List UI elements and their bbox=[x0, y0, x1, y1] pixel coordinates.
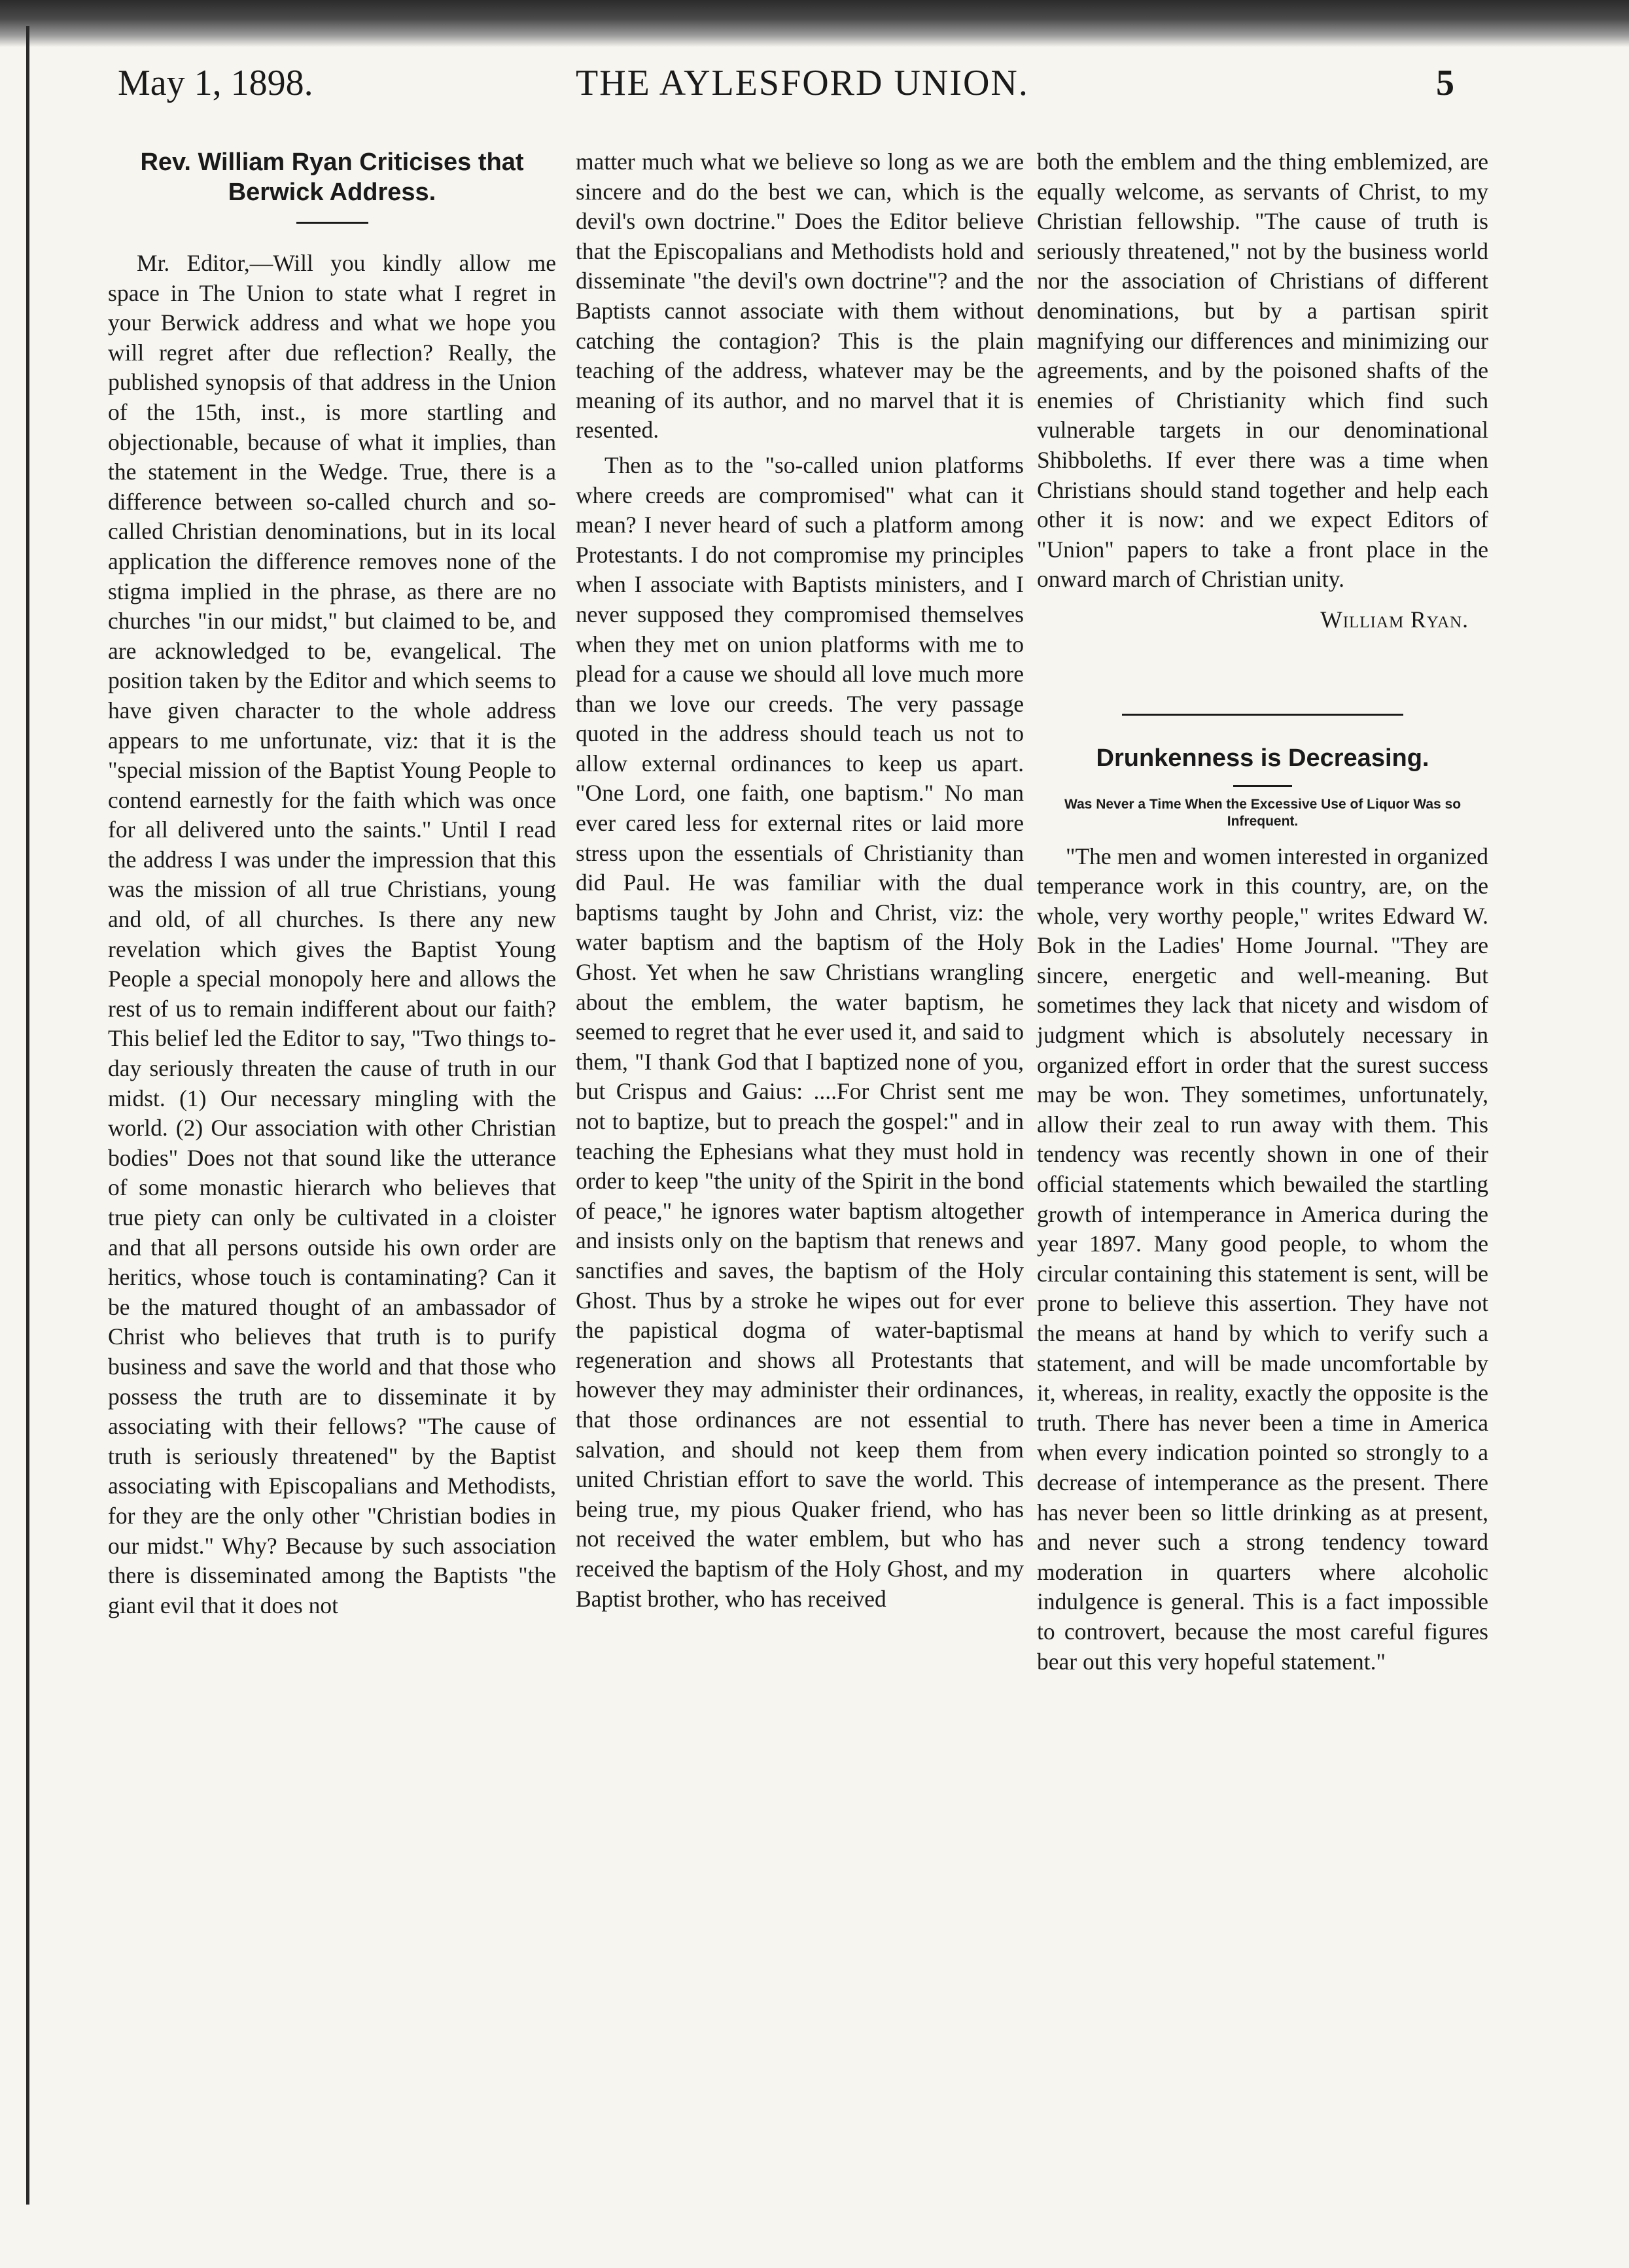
page-number: 5 bbox=[1436, 63, 1454, 103]
article-separator-rule bbox=[1122, 714, 1403, 716]
heading-rule bbox=[296, 222, 368, 224]
article-ryan-body-part-1: Mr. Editor,—Will you kindly allow me space in The Union to state what I regret in your Berwick address and what we hope you will regret after due reflection? Really, the published synopsis of that address in the Union of the 15th, inst., is more startling and objectionable, because of what it implies, than the statement in the Wedge. True, there is a difference between so-called church and so-called Christian denominations, but in its local application the difference removes none of the stigma implied in the phrase, as there are no churches "in our midst," but claimed to be, and are acknowledged to be, evangelical. The position taken by the Editor and which seems to have given character to the whole address appears to me unfortunate, viz: that it is the "special mission of the Baptist Young People to contend earnestly for the faith which was once for all delivered unto the saints." Until I read the address I was under the impression that this was the mission of all true Christians, young and old, of all churches. Is there any new revelation which gives the Baptist Young People a special monopoly here and allows the rest of us to remain indifferent about our faith? This belief led the Editor to say, "Two things to-day seriously threaten the cause of truth in our midst. (1) Our necessary mingling with the world. (2) Our association with other Christian bodies" Does not that sound like the utterance of some monastic hierarch who believes that true piety can only be cultivated in a cloister and that all persons outside his own order are heritics, whose touch is contaminating? Can it be the matured thought of an ambassador of Christ who believes that truth is to purify business and save the world and that those who possess the truth are to disseminate it by associating with their fellows? "The cause of truth is seriously threatened" by the Baptist associating with Episcopalians and Methodists, for they are the only other "Christian bodies in our midst." Why? Because by such association there is disseminated among the Baptists "the giant evil that it does not bbox=[108, 250, 556, 1618]
scan-left-rule bbox=[26, 26, 29, 2205]
article-ryan-body-part-4: both the emblem and the thing emblemized, are equally welcome, as servants of Christ, to my Christian fellowship. "The cause of truth is seriously threatened," not by the business world nor the association of Christians of different denominations, but by a partisan spirit magnifying our differences and minimizing our agreements, and by the poisoned shafts of the enemies of Christianity which find such vulnerable targets in our denominational Shibboleths. If ever there was a time when Christians should stand together and help each other it is now: and we expect Editors of "Union" papers to take a front place in the onward march of Christian unity. bbox=[1037, 148, 1488, 593]
heading-rule bbox=[1233, 785, 1292, 787]
article-ryan-signature: William Ryan. bbox=[1320, 606, 1469, 633]
article-ryan-heading: Rev. William Ryan Criticises that Berwick Address. bbox=[140, 148, 524, 206]
issue-date: May 1, 1898. bbox=[118, 63, 313, 103]
article-drunkenness-heading: Drunkenness is Decreasing. bbox=[1096, 744, 1429, 772]
scan-top-band bbox=[0, 0, 1629, 47]
article-drunkenness-body: "The men and women interested in organized temperance work in this country, are, on the whole, very worthy people," writes Edward W. Bok in the Ladies' Home Journal. "They are sincere, energetic and well-meaning. But sometimes they lack that nicety and wisdom of judgment which is absolutely necessary in organized effort in order that the surest success may be won. They sometimes, unfortunately, allow their zeal to run away with them. This tendency was recently shown in one of their official statements which bewailed the startling growth of intemperance in America during the year 1897. Many good people, to whom the circular containing this statement is sent, will be prone to believe this assertion. They have not the means at hand by which to verify such a statement, and will be made uncomfortable by it, whereas, in reality, exactly the opposite is the truth. There has never been a time in America when every indication pointed so strongly to a decrease of intemperance as the present. There has never been so little drinking as at present, and never such a strong tendency toward moderation in quarters where alcoholic indulgence is general. This is a fact impossible to controvert, because the most careful figures bear out this very hopeful statement." bbox=[1037, 843, 1488, 1675]
article-drunkenness-deck: Was Never a Time When the Excessive Use of Liquor Was so Infrequent. bbox=[1064, 796, 1462, 829]
column-2 bbox=[576, 147, 1024, 1614]
article-ryan-body-part-2: matter much what we believe so long as we are sincere and do the best we can, which is the devil's own doctrine." Does the Editor believe that the Episcopalians and Methodists hold and disseminate "the devil's own doctrine"? and the Baptists cannot associate with them without catching the contagion? This is the plain teaching of the address, whatever may be the meaning of its author, and no marvel that it is resented. bbox=[576, 148, 1024, 444]
article-ryan-body-part-3: Then as to the "so-called union platforms where creeds are compromised" what can it mean? I never heard of such a platform among Protestants. I do not compromise my principles when I associate with Baptists ministers, and I never supposed they compromised themselves when they met on union platforms with me to plead for a cause we should all love much more than we love our creeds. The very passage quoted in the address should teach us not to allow external ordinances to keep us apart. "One Lord, one faith, one baptism." No man ever cared less for external rites or laid more stress upon the essentials of Christianity than did Paul. He was familiar with the dual baptisms taught by John and Christ, viz: the water baptism and the baptism of the Holy Ghost. Yet when he saw Christians wrangling about the emblem, the water baptism, he seemed to regret that he ever used it, and said to them, "I thank God that I baptized none of you, but Crispus and Gaius: ....For Christ sent me not to baptize, but to preach the gospel:" and in teaching the Ephesians what they must hold in order to keep "the unity of the Spirit in the bond of peace," he ignores water baptism altogether and insists only on the baptism that renews and sanctifies and saves, the baptism of the Holy Ghost. Thus by a stroke he wipes out for ever the papistical dogma of water-baptismal regeneration and shows all Protestants that however they may administer their ordinances, that those ordinances are not essential to salvation, and should not keep them from united Christian effort to save the world. This being true, my pious Quaker friend, who has not received the water emblem, but who has received the baptism of the Holy Ghost, and my Baptist brother, who has received bbox=[576, 451, 1024, 1612]
column-1 bbox=[108, 147, 556, 1620]
newspaper-title: THE AYLESFORD UNION. bbox=[576, 63, 1029, 103]
column-3 bbox=[1037, 147, 1488, 1677]
